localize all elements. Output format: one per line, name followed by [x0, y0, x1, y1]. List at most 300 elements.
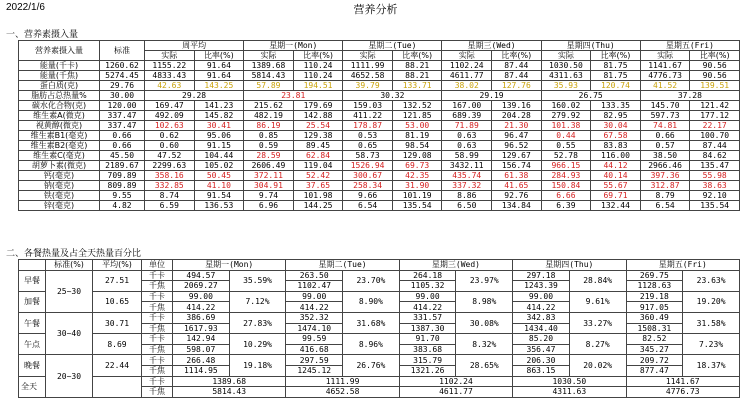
actual-value: 38.50: [640, 151, 690, 161]
table-row: [19, 141, 740, 151]
meal-energy-table: [18, 259, 740, 398]
ratio-value: 134.84: [492, 201, 542, 211]
ratio-value: 132.52: [392, 101, 442, 111]
ratio-value: 91.64: [194, 71, 244, 81]
standard-value: 45.50: [100, 151, 145, 161]
nutrient-name: 锌(毫克): [19, 201, 100, 211]
kcal-value: 342.83: [513, 312, 570, 323]
meal-standard: 25~30: [46, 270, 93, 312]
unit-kj: 千焦: [142, 323, 173, 334]
kj-value: 877.47: [626, 365, 683, 376]
kj-value: 1105.32: [399, 281, 456, 292]
actual-value: 150.84: [541, 181, 591, 191]
percent-value: 28.84%: [569, 270, 626, 291]
table-row: [19, 111, 740, 121]
actual-value: 4652.58: [343, 71, 393, 81]
meal-row-kcal: [19, 355, 740, 366]
header-actual: 实际: [640, 51, 690, 61]
actual-value: 1141.67: [640, 61, 690, 71]
header-nutrient: 营养素摄入量: [19, 41, 100, 61]
percent-value: 19.20%: [683, 291, 740, 312]
percent-value: 18.37%: [683, 355, 740, 376]
report-date: 2022/1/6: [6, 2, 45, 13]
ratio-value: 55.67: [591, 181, 641, 191]
percent-value: 31.58%: [683, 312, 740, 333]
actual-value: 0.65: [343, 141, 393, 151]
ratio-value: 110.24: [293, 71, 343, 81]
kcal-value: 85.20: [513, 334, 570, 345]
percent-value: 30.08%: [456, 312, 513, 333]
standard-value: 120.00: [100, 101, 145, 111]
percent-value: 26.76%: [343, 355, 400, 376]
total-kj: 4776.73: [626, 387, 740, 398]
actual-value: 337.32: [442, 181, 492, 191]
actual-value: 58.73: [343, 151, 393, 161]
ratio-value: 144.25: [293, 201, 343, 211]
ratio-value: 81.75: [591, 61, 641, 71]
ratio-value: 31.90: [392, 181, 442, 191]
ratio-value: 81.19: [392, 131, 442, 141]
actual-value: 258.34: [343, 181, 393, 191]
kj-value: 414.22: [513, 302, 570, 313]
meal-name: 晚餐: [19, 355, 46, 376]
total-kj: 4611.77: [399, 387, 512, 398]
actual-value: 4611.77: [442, 71, 492, 81]
kcal-value: 297.59: [286, 355, 343, 366]
percent-value: 19.18%: [229, 355, 286, 376]
ratio-value: 121.42: [690, 101, 740, 111]
meal-average: 27.51: [93, 270, 142, 291]
actual-value: 0.63: [442, 141, 492, 151]
actual-value: 3432.11: [442, 161, 492, 171]
meal-average: 30.71: [93, 312, 142, 333]
ratio-value: 143.25: [194, 81, 244, 91]
standard-value: 1260.62: [100, 61, 145, 71]
ratio-value: 194.51: [293, 81, 343, 91]
nutrient-name: 脂肪占总热量%: [19, 91, 100, 101]
actual-value: 0.85: [244, 131, 294, 141]
total-kcal: 1141.67: [626, 376, 740, 387]
ratio-value: 40.14: [591, 171, 641, 181]
kj-value: 416.68: [286, 344, 343, 355]
actual-value: 38.02: [442, 81, 492, 91]
percent-value: 8.96%: [343, 334, 400, 355]
ratio-value: 141.23: [194, 101, 244, 111]
meal-average: 8.69: [93, 334, 142, 355]
kj-value: 414.22: [173, 302, 230, 313]
actual-value: 0.62: [145, 131, 195, 141]
kj-value: 598.07: [173, 344, 230, 355]
actual-value: 689.39: [442, 111, 492, 121]
ratio-value: 50.45: [194, 171, 244, 181]
meal-row-kcal: [19, 291, 740, 302]
actual-value: 41.52: [640, 81, 690, 91]
ratio-value: 84.62: [690, 151, 740, 161]
ratio-value: 92.10: [690, 191, 740, 201]
ratio-value: 67.58: [591, 131, 641, 141]
actual-value: 411.22: [343, 111, 393, 121]
kcal-value: 99.00: [513, 291, 570, 302]
actual-value: 1526.94: [343, 161, 393, 171]
actual-value: 8.79: [640, 191, 690, 201]
header-day: 星期二(Tue): [343, 41, 442, 51]
meal-row-kcal: [19, 270, 740, 281]
kj-value: 1102.47: [286, 281, 343, 292]
ratio-value: 38.63: [690, 181, 740, 191]
kj-value: 863.15: [513, 365, 570, 376]
header-ratio: 比率(%): [492, 51, 542, 61]
actual-value: 5814.43: [244, 71, 294, 81]
nutrient-name: 能量(千焦): [19, 71, 100, 81]
ratio-value: 95.06: [194, 131, 244, 141]
percent-value: 8.90%: [343, 291, 400, 312]
ratio-value: 83.83: [591, 141, 641, 151]
meal-average: 10.65: [93, 291, 142, 312]
meal-name: 加餐: [19, 291, 46, 312]
standard-value: 337.47: [100, 111, 145, 121]
table-row: [19, 61, 740, 71]
actual-value: 6.54: [343, 201, 393, 211]
table-row: [19, 171, 740, 181]
ratio-value: 116.00: [591, 151, 641, 161]
kcal-value: 360.49: [626, 312, 683, 323]
kj-value: 1243.39: [513, 281, 570, 292]
actual-value: 30.32: [343, 91, 442, 101]
table-row: [19, 161, 740, 171]
actual-value: 597.73: [640, 111, 690, 121]
ratio-value: 135.54: [690, 201, 740, 211]
actual-value: 1102.24: [442, 61, 492, 71]
standard-value: 709.89: [100, 171, 145, 181]
kj-value: 917.05: [626, 302, 683, 313]
header-day: 星期三(Wed): [442, 41, 541, 51]
actual-value: 26.75: [541, 91, 640, 101]
unit-kj: 千焦: [142, 302, 173, 313]
percent-value: 35.59%: [229, 270, 286, 291]
actual-value: 47.52: [145, 151, 195, 161]
nutrient-name: 视黄醇(微克): [19, 121, 100, 131]
percent-value: 7.23%: [683, 334, 740, 355]
ratio-value: 69.73: [392, 161, 442, 171]
kcal-value: 297.18: [513, 270, 570, 281]
ratio-value: 129.67: [492, 151, 542, 161]
section1-title: 一、营养素摄入量: [6, 30, 79, 40]
unit-kcal: 千卡: [142, 334, 173, 345]
actual-value: 2606.49: [244, 161, 294, 171]
standard-value: 0.66: [100, 131, 145, 141]
actual-value: 6.96: [244, 201, 294, 211]
total-kj: 4652.58: [286, 387, 399, 398]
nutrient-name: 钠(毫克): [19, 181, 100, 191]
header-actual: 实际: [343, 51, 393, 61]
kj-value: 414.22: [286, 302, 343, 313]
ratio-value: 41.65: [492, 181, 542, 191]
ratio-value: 135.54: [392, 201, 442, 211]
ratio-value: 30.04: [591, 121, 641, 131]
meal-row-kcal: [19, 312, 740, 323]
actual-value: 160.02: [541, 101, 591, 111]
actual-value: 101.38: [541, 121, 591, 131]
actual-value: 6.39: [541, 201, 591, 211]
actual-value: 1030.50: [541, 61, 591, 71]
percent-value: 23.63%: [683, 270, 740, 291]
ratio-value: 30.41: [194, 121, 244, 131]
nutrient-name: 维生素B1(毫克): [19, 131, 100, 141]
actual-value: 0.55: [541, 141, 591, 151]
ratio-value: 129.38: [293, 131, 343, 141]
actual-value: 0.44: [541, 131, 591, 141]
meal-name: 早餐: [19, 270, 46, 291]
ratio-value: 142.88: [293, 111, 343, 121]
ratio-value: 88.21: [392, 71, 442, 81]
nutrient-name: 蛋白质(克): [19, 81, 100, 91]
kcal-value: 266.48: [173, 355, 230, 366]
ratio-value: 61.38: [492, 171, 542, 181]
table-row: [19, 181, 740, 191]
ratio-value: 96.52: [492, 141, 542, 151]
actual-value: 1155.22: [145, 61, 195, 71]
kj-value: 383.68: [399, 344, 456, 355]
standard-value: 9.55: [100, 191, 145, 201]
table-header-row: [19, 260, 740, 271]
meal-standard: 30~40: [46, 312, 93, 354]
actual-value: 102.63: [145, 121, 195, 131]
table-row: [19, 201, 740, 211]
unit-kj: 千焦: [142, 344, 173, 355]
nutrient-name: 铁(毫克): [19, 191, 100, 201]
unit-kcal: 千卡: [142, 312, 173, 323]
actual-value: 300.67: [343, 171, 393, 181]
meal-name: 午餐: [19, 312, 46, 333]
kcal-value: 91.70: [399, 334, 456, 345]
kcal-value: 269.75: [626, 270, 683, 281]
meal-standard: 20~30: [46, 355, 93, 397]
header-unit: 单位: [142, 260, 173, 271]
actual-value: 37.28: [640, 91, 739, 101]
nutrient-name: 维生素C(毫克): [19, 151, 100, 161]
actual-value: 28.59: [244, 151, 294, 161]
ratio-value: 110.24: [293, 61, 343, 71]
table-header-row: [19, 41, 740, 51]
actual-value: 23.81: [244, 91, 343, 101]
actual-value: 74.81: [640, 121, 690, 131]
actual-value: 397.36: [640, 171, 690, 181]
ratio-value: 88.21: [392, 61, 442, 71]
ratio-value: 135.47: [690, 161, 740, 171]
actual-value: 492.09: [145, 111, 195, 121]
actual-value: 39.79: [343, 81, 393, 91]
percent-value: 8.98%: [456, 291, 513, 312]
header-actual: 实际: [145, 51, 195, 61]
actual-value: 2299.63: [145, 161, 195, 171]
kcal-value: 99.00: [399, 291, 456, 302]
header-day: 周平均: [145, 41, 244, 51]
ratio-value: 69.71: [591, 191, 641, 201]
actual-value: 169.47: [145, 101, 195, 111]
ratio-value: 92.76: [492, 191, 542, 201]
actual-value: 1111.99: [343, 61, 393, 71]
header-standard: 标准: [100, 41, 145, 61]
actual-value: 4311.63: [541, 71, 591, 81]
actual-value: 2966.46: [640, 161, 690, 171]
actual-value: 312.87: [640, 181, 690, 191]
kcal-value: 99.00: [286, 291, 343, 302]
nutrient-name: 维生素A(微克): [19, 111, 100, 121]
actual-value: 58.99: [442, 151, 492, 161]
nutrient-name: 碳水化合物(克): [19, 101, 100, 111]
total-kcal: 1102.24: [399, 376, 512, 387]
ratio-value: 98.54: [392, 141, 442, 151]
ratio-value: 53.00: [392, 121, 442, 131]
ratio-value: 136.53: [194, 201, 244, 211]
ratio-value: 42.35: [392, 171, 442, 181]
ratio-value: 91.64: [194, 61, 244, 71]
actual-value: 332.85: [145, 181, 195, 191]
table-row: [19, 131, 740, 141]
actual-value: 372.11: [244, 171, 294, 181]
total-kj: 5814.43: [173, 387, 286, 398]
ratio-value: 41.10: [194, 181, 244, 191]
ratio-value: 119.04: [293, 161, 343, 171]
percent-value: 28.65%: [456, 355, 513, 376]
header-day: 星期一(Mon): [244, 41, 343, 51]
standard-value: 2189.67: [100, 161, 145, 171]
kj-value: 1434.40: [513, 323, 570, 334]
actual-value: 9.74: [244, 191, 294, 201]
ratio-value: 44.12: [591, 161, 641, 171]
kj-value: 414.22: [399, 302, 456, 313]
header-actual: 实际: [244, 51, 294, 61]
kj-value: 356.47: [513, 344, 570, 355]
section2-title: 二、各餐热量及占全天热量百分比: [6, 249, 142, 259]
kcal-value: 219.18: [626, 291, 683, 302]
ratio-value: 177.12: [690, 111, 740, 121]
ratio-value: 139.16: [492, 101, 542, 111]
actual-value: 4776.73: [640, 71, 690, 81]
kcal-value: 494.57: [173, 270, 230, 281]
actual-value: 86.19: [244, 121, 294, 131]
header-average: 平均(%): [93, 260, 142, 271]
kcal-value: 264.18: [399, 270, 456, 281]
standard-value: 4.82: [100, 201, 145, 211]
actual-value: 6.50: [442, 201, 492, 211]
header-meal: [19, 260, 46, 271]
kj-value: 1387.30: [399, 323, 456, 334]
total-kj: 4311.63: [513, 387, 626, 398]
header-actual: 实际: [442, 51, 492, 61]
ratio-value: 91.54: [194, 191, 244, 201]
ratio-value: 105.02: [194, 161, 244, 171]
percent-value: 9.61%: [569, 291, 626, 312]
nutrient-name: 能量(千卡): [19, 61, 100, 71]
standard-value: 0.66: [100, 141, 145, 151]
ratio-value: 90.56: [690, 61, 740, 71]
total-kcal: 1111.99: [286, 376, 399, 387]
standard-value: 5274.45: [100, 71, 145, 81]
kcal-value: 331.57: [399, 312, 456, 323]
actual-value: 1389.68: [244, 61, 294, 71]
kj-value: 1474.10: [286, 323, 343, 334]
ratio-value: 101.19: [392, 191, 442, 201]
percent-value: 23.97%: [456, 270, 513, 291]
ratio-value: 87.44: [690, 141, 740, 151]
actual-value: 215.62: [244, 101, 294, 111]
ratio-value: 132.44: [591, 201, 641, 211]
ratio-value: 120.74: [591, 81, 641, 91]
nutrient-name: 钙(毫克): [19, 171, 100, 181]
kj-value: 1617.93: [173, 323, 230, 334]
total-row-kcal: [19, 376, 740, 387]
actual-value: 52.78: [541, 151, 591, 161]
header-day: 星期四(Thu): [541, 41, 640, 51]
ratio-value: 62.84: [293, 151, 343, 161]
ratio-value: 127.76: [492, 81, 542, 91]
kcal-value: 99.00: [173, 291, 230, 302]
unit-kj: 千焦: [142, 281, 173, 292]
actual-value: 0.60: [145, 141, 195, 151]
kj-value: 1245.12: [286, 365, 343, 376]
percent-value: 8.32%: [456, 334, 513, 355]
ratio-value: 82.95: [591, 111, 641, 121]
ratio-value: 145.82: [194, 111, 244, 121]
nutrient-intake-table: [18, 40, 740, 211]
actual-value: 4833.43: [145, 71, 195, 81]
unit-kcal: 千卡: [142, 291, 173, 302]
header-ratio: 比率(%): [293, 51, 343, 61]
kj-value: 1128.63: [626, 281, 683, 292]
actual-value: 358.16: [145, 171, 195, 181]
page-title: 营养分析: [353, 4, 398, 16]
total-name: 全天: [19, 376, 142, 397]
percent-value: 23.70%: [343, 270, 400, 291]
total-kcal: 1030.50: [513, 376, 626, 387]
meal-name: 午点: [19, 334, 46, 355]
actual-value: 8.86: [442, 191, 492, 201]
percent-value: 8.27%: [569, 334, 626, 355]
kcal-value: 82.52: [626, 334, 683, 345]
ratio-value: 89.45: [293, 141, 343, 151]
standard-value: 337.47: [100, 121, 145, 131]
actual-value: 0.63: [442, 131, 492, 141]
actual-value: 178.87: [343, 121, 393, 131]
actual-value: 29.28: [145, 91, 244, 101]
actual-value: 71.89: [442, 121, 492, 131]
actual-value: 8.74: [145, 191, 195, 201]
kcal-value: 206.30: [513, 355, 570, 366]
table-row: [19, 191, 740, 201]
ratio-value: 139.51: [690, 81, 740, 91]
actual-value: 29.19: [442, 91, 541, 101]
ratio-value: 96.47: [492, 131, 542, 141]
ratio-value: 25.54: [293, 121, 343, 131]
header-ratio: 比率(%): [392, 51, 442, 61]
unit-kj: 千焦: [142, 387, 173, 398]
ratio-value: 90.56: [690, 71, 740, 81]
header-ratio: 比率(%): [591, 51, 641, 61]
actual-value: 279.92: [541, 111, 591, 121]
actual-value: 6.59: [145, 201, 195, 211]
ratio-value: 55.98: [690, 171, 740, 181]
unit-kcal: 千卡: [142, 270, 173, 281]
actual-value: 0.53: [343, 131, 393, 141]
actual-value: 35.93: [541, 81, 591, 91]
kcal-value: 142.94: [173, 334, 230, 345]
actual-value: 284.93: [541, 171, 591, 181]
table-row: [19, 91, 740, 101]
kj-value: 2069.27: [173, 281, 230, 292]
table-row: [19, 71, 740, 81]
actual-value: 9.66: [343, 191, 393, 201]
